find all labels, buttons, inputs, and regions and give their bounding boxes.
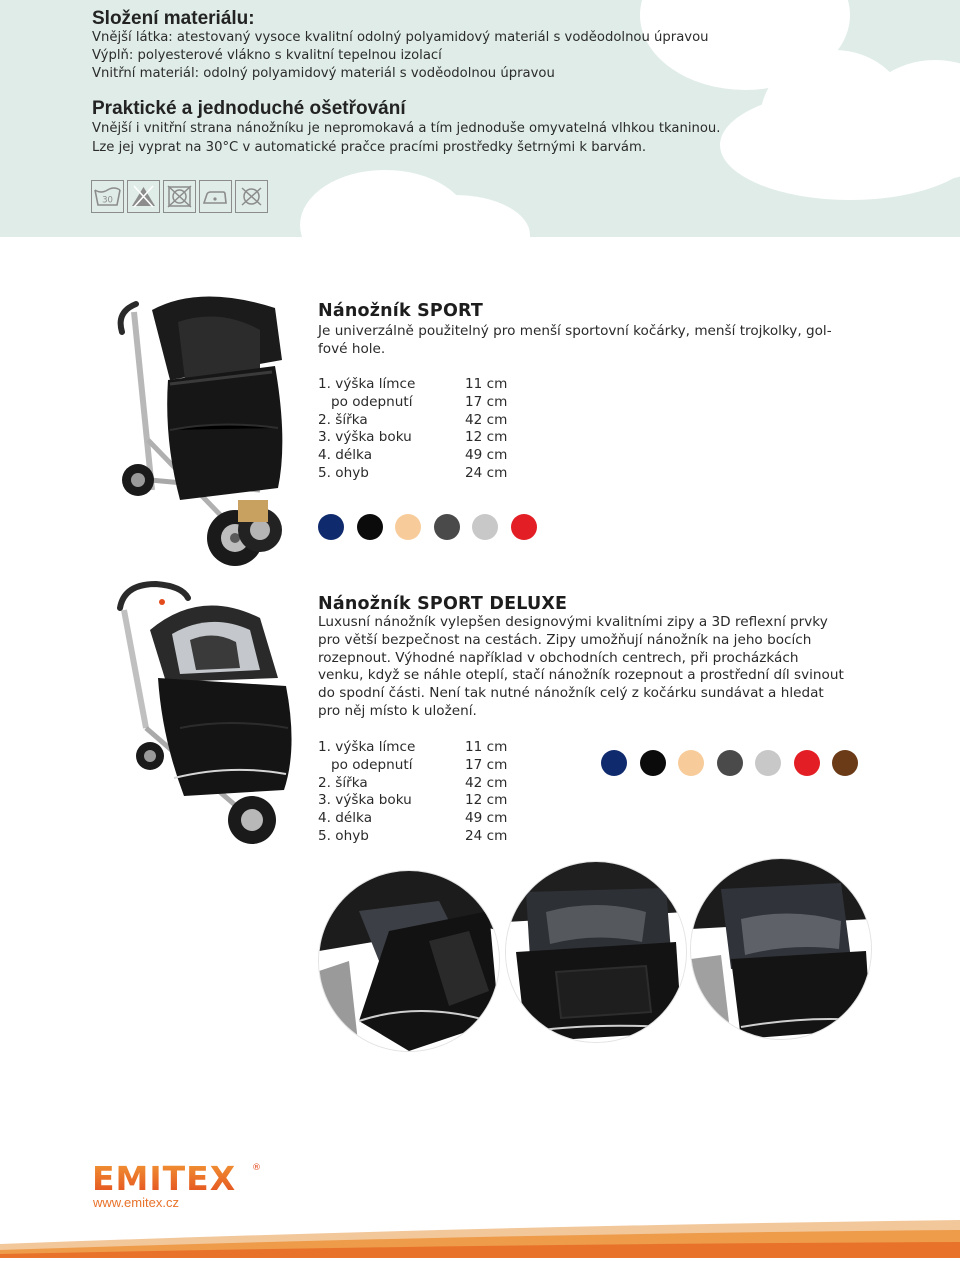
spec-value: 42 cm [465,774,508,791]
color-swatch[interactable] [357,514,383,540]
wash-temperature: 30 [102,195,113,206]
material-line-inner: Vnitřní materiál: odolný polyamidový materiál s voděodolnou úpravou [92,66,555,81]
spec-value: 24 cm [465,464,508,481]
sport-title-name: SPORT [417,301,484,321]
spec-value: 42 cm [465,411,508,428]
spec-label: 4. délka [318,447,373,464]
sport-description [318,323,832,359]
color-swatch[interactable] [601,750,627,776]
spec-value: 49 cm [465,810,508,827]
website-url[interactable]: www.emitex.cz [93,1195,179,1210]
sport-title-main: Nánožník [318,301,411,321]
deluxe-title-name: SPORT DELUXE [417,594,568,614]
detail-photo-side-zip [690,858,872,1040]
deluxe-desc-line: pro větší bezpečnost na cestách. Zipy umožňují nánožník na jeho bocích [318,631,812,648]
emitex-logo[interactable] [92,1158,262,1198]
no-bleach-icon [127,180,160,213]
color-swatch[interactable] [511,514,537,540]
no-dry-clean-icon [235,180,268,213]
deluxe-desc-line: pro něj místo k uložení. [318,702,477,719]
spec-row [318,412,507,430]
color-swatch[interactable] [640,750,666,776]
deluxe-spec-table [318,739,507,846]
material-heading: Složení materiálu: [92,8,255,29]
color-swatch[interactable] [395,514,421,540]
spec-label: po odepnutí [318,756,413,773]
deluxe-title-main: Nánožník [318,594,411,614]
color-swatch[interactable] [678,750,704,776]
spec-label: 2. šířka [318,774,368,791]
spec-label: 2. šířka [318,411,368,428]
sport-stroller-photo [110,290,310,572]
deluxe-desc-line: do spodní části. Není tak nutné nánožník celý z kočárku sundávat a hledat [318,685,824,702]
spec-value: 49 cm [465,447,508,464]
deluxe-desc-line: rozepnout. Výhodné například v obchodních centrech, při procházkách [318,649,799,666]
care-line-wipe: Vnější i vnitřní strana nánožníku je nepromokavá a tím jednoduše omyvatelná vlhkou tkaninou. [92,121,721,136]
color-swatch[interactable] [794,750,820,776]
care-symbols [91,180,268,213]
bottom-decoration [0,1216,960,1258]
spec-row [318,810,507,828]
no-tumble-dry-icon [163,180,196,213]
material-line-fill: Výplň: polyesterové vlákno s kvalitní tepelnou izolací [92,48,442,63]
spec-value: 12 cm [465,792,508,809]
care-line-wash: Lze jej vyprat na 30°C v automatické pračce pracími prostředky šetrnými k barvám. [92,140,647,155]
spec-label: po odepnutí [318,393,413,410]
deluxe-color-swatches [601,750,858,776]
spec-label: 1. výška límce [318,739,416,755]
detail-photo-zip-open [318,870,500,1052]
spec-row [318,376,507,394]
spec-value: 11 cm [465,376,508,392]
spec-label: 3. výška boku [318,429,412,446]
spec-row [318,792,507,810]
registered-mark: ® [252,1163,261,1173]
wash-30-icon [91,180,124,213]
spec-row [318,394,507,412]
spec-value: 12 cm [465,429,508,446]
deluxe-description [318,614,844,721]
spec-label: 4. délka [318,810,373,827]
color-swatch[interactable] [318,514,344,540]
spec-row [318,828,507,846]
color-swatch[interactable] [717,750,743,776]
spec-value: 17 cm [465,393,508,410]
detail-photo-flap-rolled [505,861,687,1043]
spec-label: 5. ohyb [318,464,369,481]
spec-row [318,775,507,793]
color-swatch[interactable] [434,514,460,540]
spec-row [318,447,507,465]
sport-desc-line: fové hole. [318,340,386,357]
spec-row [318,429,507,447]
color-swatch[interactable] [472,514,498,540]
sport-color-swatches [318,514,537,540]
spec-row [318,757,507,775]
spec-label: 1. výška límce [318,376,416,392]
spec-value: 17 cm [465,756,508,773]
spec-label: 3. výška boku [318,792,412,809]
deluxe-desc-line: venku, když se náhle oteplí, stačí nánožník rozepnout a prostřední díl svinout [318,667,844,684]
deluxe-title [318,594,567,614]
spec-row [318,739,507,757]
spec-row [318,465,507,483]
deluxe-desc-line: Luxusní nánožník vylepšen designovými kvalitními zipy a 3D reflexní prvky [318,614,828,630]
spec-value: 11 cm [465,739,508,755]
spec-label: 5. ohyb [318,827,369,844]
color-swatch[interactable] [755,750,781,776]
sport-title [318,301,483,321]
material-line-outer: Vnější látka: atestovaný vysoce kvalitní odolný polyamidový materiál s voděodolnou úpravou [92,30,709,45]
care-heading: Praktické a jednoduché ošetřování [92,98,406,119]
spec-value: 24 cm [465,827,508,844]
logo-wordmark: EMITEX [92,1159,237,1194]
iron-low-icon [199,180,232,213]
deluxe-stroller-photo [110,578,310,853]
sport-spec-table [318,376,507,483]
color-swatch[interactable] [832,750,858,776]
sport-desc-line: Je univerzálně použitelný pro menší sportovní kočárky, menší trojkolky, gol- [318,323,832,339]
